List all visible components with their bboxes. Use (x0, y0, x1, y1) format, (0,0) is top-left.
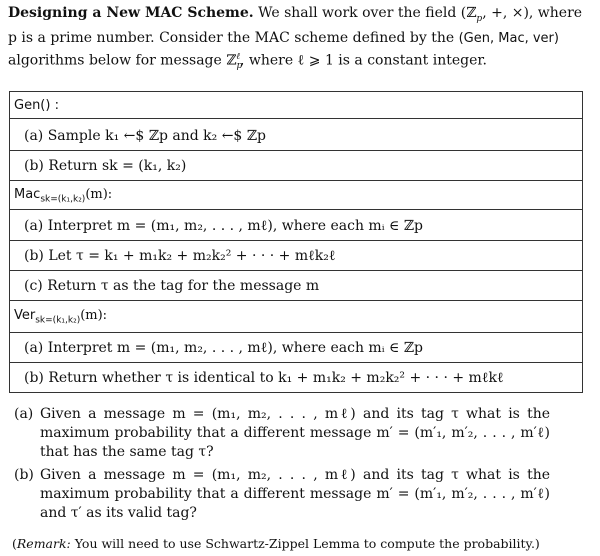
divider (10, 150, 582, 151)
question-a (14, 405, 550, 462)
mac-step-b: (b) Let τ = k₁ + m₁k₂ + m₂k₂² + · · · + mℓk₂ℓ (24, 248, 336, 264)
remark-label: Remark: (16, 536, 71, 551)
divider (10, 362, 582, 363)
intro-text-3b: , where ℓ ⩾ 1 is a constant integer. (240, 52, 488, 69)
ver-step-a: (a) Interpret m = (m₁, m₂, . . . , mℓ), where each mᵢ ∈ ℤp (24, 340, 423, 356)
mac-header (10, 187, 582, 205)
divider (10, 240, 582, 241)
ver-step-b: (b) Return whether τ is identical to k₁ + m₁k₂ + m₂k₂² + · · · + mℓkℓ (24, 370, 504, 386)
ver-name: Ver (14, 308, 36, 323)
divider (10, 209, 582, 210)
remark-text: You will need to use Schwartz-Zippel Lemma to compute the probability.) (74, 536, 540, 551)
question-label: (a) (14, 406, 34, 422)
mac-arg: (m): (85, 187, 113, 202)
ver-arg: (m): (80, 308, 108, 323)
question-label: (b) (14, 467, 34, 483)
intro-algorithms: (Gen, Mac, ver) (458, 30, 559, 46)
intro-text-1b: , +, ×), where (482, 5, 583, 21)
gen-step-a: (a) Sample k₁ ←$ ℤp and k₂ ←$ ℤp (24, 128, 266, 144)
intro-line-2 (8, 29, 592, 48)
question-text: Given a message m = (m₁, m₂, . . . , mℓ) and its tag τ what is the maximum probability that a different message m′ = (m′₁, m′₂, . . . , m′ℓ) and τ′ as its valid tag? (40, 467, 550, 521)
intro-text-3: algorithms below for message ℤ (8, 52, 237, 69)
algorithm-box (9, 91, 583, 393)
intro-text-1: We shall work over the field (ℤ (258, 5, 477, 21)
divider (10, 180, 582, 181)
mac-name: Mac (14, 187, 41, 202)
ver-subscript: sk=(k₁,k₂) (35, 315, 81, 326)
mac-step-c: (c) Return τ as the tag for the message m (24, 278, 320, 294)
divider (10, 270, 582, 271)
intro-text-2: p is a prime number. Consider the MAC scheme defined by the (8, 29, 455, 46)
intro-line-3: algorithms below for message ℤ$_p^\ell$, where ℓ ⩾ 1 is a constant integer. (8, 51, 488, 72)
intro-paragraph (8, 4, 592, 76)
divider (10, 300, 582, 301)
remark: (Remark: You will need to use Schwartz-Zippel Lemma to compute the probability.) (12, 536, 540, 551)
question-text: Given a message m = (m₁, m₂, . . . , mℓ) and its tag τ what is the maximum probability that a different message m′ = (m′₁, m′₂, . . . , m′ℓ) that has the same tag τ? (40, 406, 550, 460)
divider (10, 118, 582, 119)
divider (10, 332, 582, 333)
question-b (14, 466, 550, 523)
gen-header: Gen() : (14, 98, 59, 113)
ver-header (10, 308, 582, 326)
gen-step-b: (b) Return sk = (k₁, k₂) (24, 158, 187, 174)
mac-subscript: sk=(k₁,k₂) (40, 194, 86, 205)
intro-line-1: Designing a New MAC Scheme. We shall work over the field (ℤ$_p$, +, ×), where (8, 5, 583, 24)
mac-step-a: (a) Interpret m = (m₁, m₂, . . . , mℓ), where each mᵢ ∈ ℤp (24, 218, 423, 234)
intro-title: Designing a New MAC Scheme. (8, 5, 254, 21)
